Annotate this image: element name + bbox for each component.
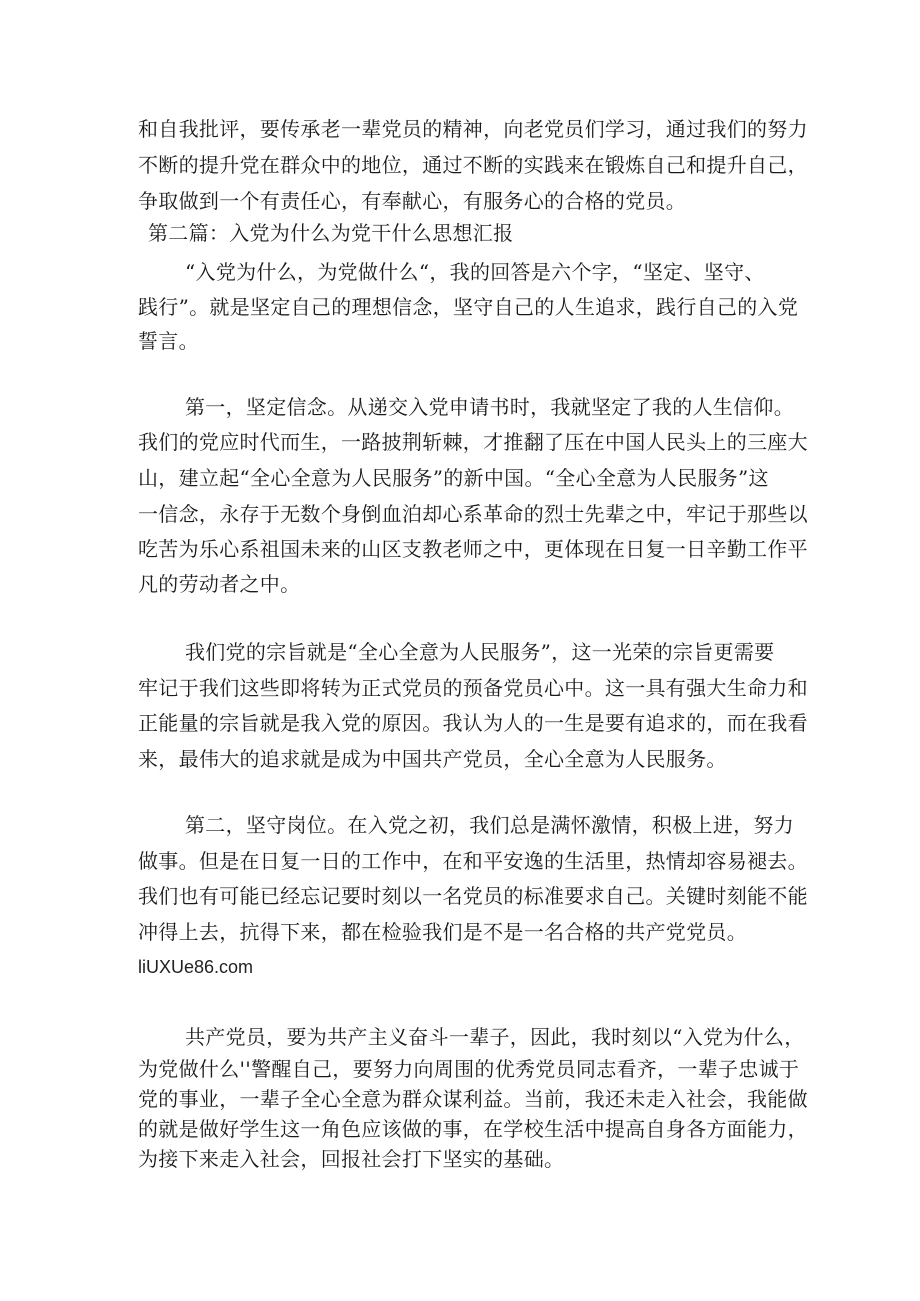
paragraph-line: 我们也有可能已经忘记要时刻以一名党员的标准要求自己。关键时刻能不能 bbox=[138, 884, 808, 908]
paragraph-line: 凡的劳动者之中。 bbox=[138, 572, 301, 596]
paragraph-line: 第一，坚定信念。从递交入党申请书时，我就坚定了我的人生信仰。 bbox=[185, 395, 794, 419]
section-heading: 第二篇：入党为什么为党干什么思想汇报 bbox=[148, 221, 514, 245]
paragraph-line: 和自我批评，要传承老一辈党员的精神，向老党员们学习，通过我们的努力 bbox=[138, 117, 808, 141]
paragraph-line: 第二，坚守岗位。在入党之初，我们总是满怀激情，积极上进，努力 bbox=[185, 813, 794, 837]
paragraph-line: 来，最伟大的追求就是成为中国共产党员，全心全意为人民服务。 bbox=[138, 747, 727, 771]
paragraph-line: 一信念，永存于无数个身倒血泊却心系革命的烈士先辈之中，牢记于那些以 bbox=[138, 502, 808, 526]
paragraph-line: 践行”。就是坚定自己的理想信念，坚守自己的人生追求，践行自己的入党 bbox=[138, 295, 799, 319]
paragraph-line: 为接下来走入社会，回报社会打下坚实的基础。 bbox=[138, 1147, 565, 1171]
paragraph-line: 吃苦为乐心系祖国未来的山区支教老师之中，更体现在日复一日辛勤工作平 bbox=[138, 537, 808, 561]
paragraph-line: 的就是做好学生这一角色应该做的事，在学校生活中提高自身各方面能力， bbox=[138, 1117, 808, 1141]
paragraph-line: “入党为什么，为党做什么“，我的回答是六个字，“坚定、坚守、 bbox=[185, 260, 765, 284]
paragraph-line: 我们党的宗旨就是“全心全意为人民服务”，这一光荣的宗旨更需要 bbox=[185, 640, 775, 664]
paragraph-line: 党的事业，一辈子全心全意为群众谋利益。当前，我还未走入社会，我能做 bbox=[138, 1087, 808, 1111]
paragraph-line: 做事。但是在日复一日的工作中，在和平安逸的生活里，热情却容易褪去。 bbox=[138, 849, 808, 873]
paragraph-line: 正能量的宗旨就是我入党的原因。我认为人的一生是要有追求的，而在我看 bbox=[138, 711, 808, 735]
paragraph-line: 牢记于我们这些即将转为正式党员的预备党员心中。这一具有强大生命力和 bbox=[138, 676, 808, 700]
paragraph-line: 冲得上去，抗得下来，都在检验我们是不是一名合格的共产党党员。 bbox=[138, 920, 747, 944]
paragraph-line: 不断的提升党在群众中的地位，通过不断的实践来在锻炼自己和提升自己， bbox=[138, 153, 808, 177]
paragraph-line: 山，建立起“全心全意为人民服务”的新中国。“全心全意为人民服务”这 bbox=[138, 466, 769, 490]
paragraph-line: 为党做什么''警醒自己，要努力向周围的优秀党员同志看齐，一辈子忠诚于 bbox=[138, 1057, 800, 1081]
paragraph-line: 我们的党应时代而生，一路披荆斩棘，才推翻了压在中国人民头上的三座大 bbox=[138, 430, 808, 454]
watermark-url: liUXUe86.com bbox=[138, 957, 254, 977]
paragraph-line: 共产党员，要为共产主义奋斗一辈子，因此，我时刻以“入党为什么， bbox=[185, 1025, 805, 1049]
paragraph-line: 誓言。 bbox=[138, 329, 199, 353]
paragraph-line: 争取做到一个有责任心，有奉献心，有服务心的合格的党员。 bbox=[138, 189, 687, 213]
